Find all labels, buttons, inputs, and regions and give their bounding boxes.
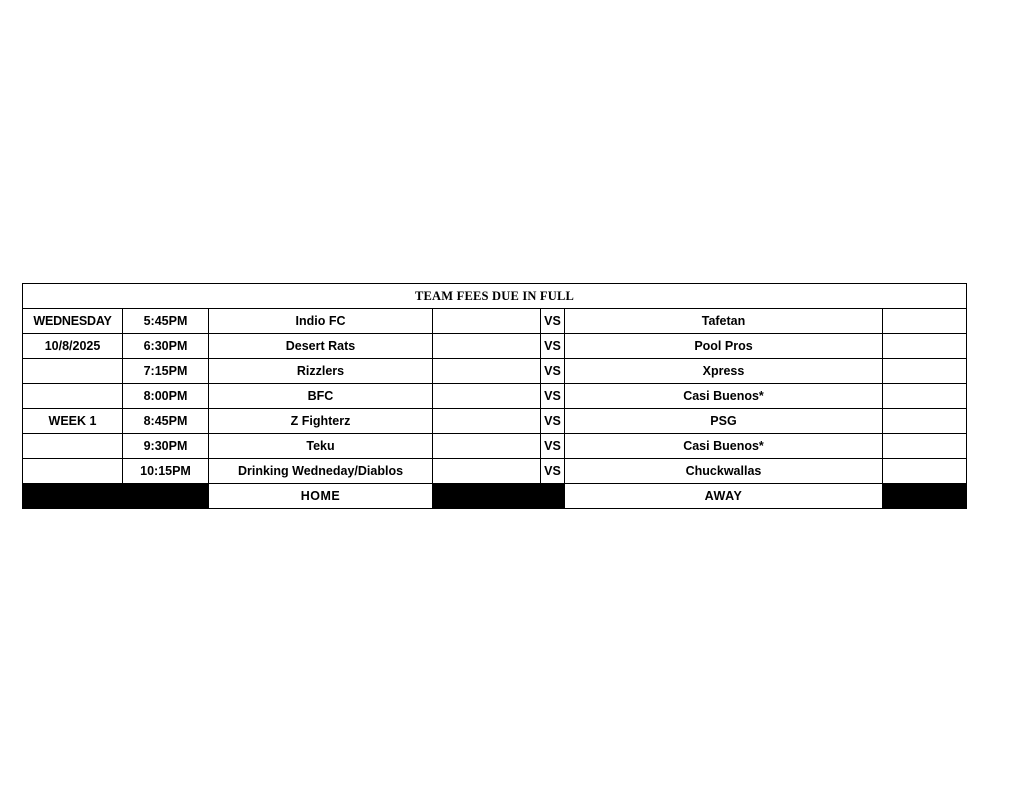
table-row	[23, 434, 967, 459]
spacer-cell	[23, 359, 123, 384]
game-time: 9:30PM	[123, 434, 209, 459]
game-time: 6:30PM	[123, 334, 209, 359]
away-score[interactable]	[883, 459, 967, 484]
vs-label: VS	[541, 359, 565, 384]
vs-label: VS	[541, 334, 565, 359]
spacer-cell	[23, 459, 123, 484]
vs-label: VS	[541, 434, 565, 459]
home-team: Indio FC	[209, 309, 433, 334]
away-score[interactable]	[883, 409, 967, 434]
day-label: WEDNESDAY	[23, 309, 123, 334]
schedule-container	[22, 283, 956, 509]
away-team: Tafetan	[565, 309, 883, 334]
vs-label: VS	[541, 309, 565, 334]
table-row	[23, 459, 967, 484]
schedule-table	[22, 283, 967, 509]
home-team: Drinking Wedneday/Diablos	[209, 459, 433, 484]
away-score[interactable]	[883, 334, 967, 359]
home-score[interactable]	[433, 459, 541, 484]
game-time: 8:00PM	[123, 384, 209, 409]
date-label: 10/8/2025	[23, 334, 123, 359]
footer-spacer-left	[23, 484, 123, 509]
away-team: Casi Buenos*	[565, 384, 883, 409]
footer-spacer-time	[123, 484, 209, 509]
table-row	[23, 334, 967, 359]
table-row	[23, 359, 967, 384]
game-time: 7:15PM	[123, 359, 209, 384]
footer-away-label: AWAY	[565, 484, 883, 509]
home-team: Rizzlers	[209, 359, 433, 384]
home-score[interactable]	[433, 309, 541, 334]
home-team: Teku	[209, 434, 433, 459]
home-score[interactable]	[433, 359, 541, 384]
away-team: PSG	[565, 409, 883, 434]
week-label: WEEK 1	[23, 409, 123, 434]
vs-label: VS	[541, 459, 565, 484]
home-team: BFC	[209, 384, 433, 409]
away-score[interactable]	[883, 434, 967, 459]
footer-spacer-home-score	[433, 484, 541, 509]
vs-label: VS	[541, 384, 565, 409]
home-score[interactable]	[433, 434, 541, 459]
home-score[interactable]	[433, 334, 541, 359]
spacer-cell	[23, 434, 123, 459]
banner-title: TEAM FEES DUE IN FULL	[23, 284, 967, 309]
away-team: Casi Buenos*	[565, 434, 883, 459]
vs-label: VS	[541, 409, 565, 434]
table-row	[23, 384, 967, 409]
away-score[interactable]	[883, 359, 967, 384]
banner-row	[23, 284, 967, 309]
home-team: Z Fighterz	[209, 409, 433, 434]
home-score[interactable]	[433, 384, 541, 409]
footer-spacer-away-score	[883, 484, 967, 509]
home-team: Desert Rats	[209, 334, 433, 359]
game-time: 10:15PM	[123, 459, 209, 484]
home-score[interactable]	[433, 409, 541, 434]
away-score[interactable]	[883, 309, 967, 334]
game-time: 5:45PM	[123, 309, 209, 334]
away-score[interactable]	[883, 384, 967, 409]
away-team: Pool Pros	[565, 334, 883, 359]
footer-home-label: HOME	[209, 484, 433, 509]
away-team: Chuckwallas	[565, 459, 883, 484]
game-time: 8:45PM	[123, 409, 209, 434]
footer-row	[23, 484, 967, 509]
away-team: Xpress	[565, 359, 883, 384]
table-row	[23, 409, 967, 434]
footer-spacer-vs	[541, 484, 565, 509]
table-row	[23, 309, 967, 334]
spacer-cell	[23, 384, 123, 409]
